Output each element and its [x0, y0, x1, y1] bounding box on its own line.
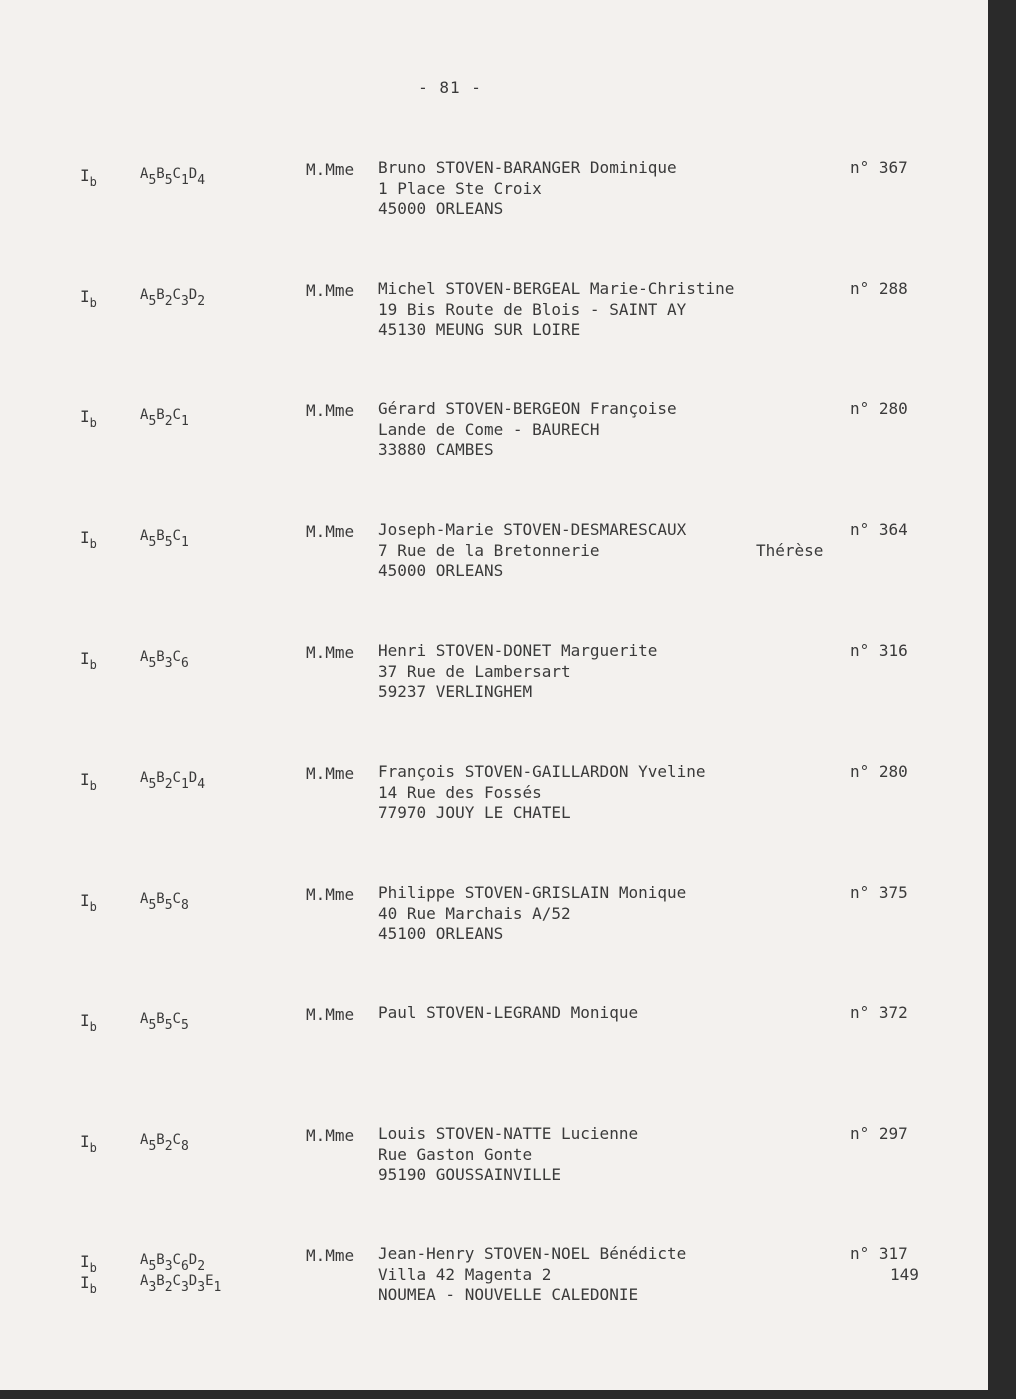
generation-letter: I — [80, 287, 90, 306]
classification-code — [140, 1130, 189, 1157]
generation-label — [80, 1011, 97, 1037]
name-line: Michel STOVEN-BERGEAL Marie-Christine — [378, 279, 735, 298]
civility-title: M.Mme — [306, 522, 355, 541]
code-index: 5 — [180, 1018, 189, 1033]
code-index: 8 — [180, 1139, 189, 1154]
generation-subscript: b — [89, 658, 97, 672]
generation-label — [80, 166, 97, 192]
reference-number: n° 375 — [850, 883, 908, 902]
classification-code — [140, 1271, 221, 1298]
code-letter: B — [156, 287, 165, 303]
address-line: Lande de Come - BAURECH — [378, 419, 600, 439]
civility-title: M.Mme — [306, 1246, 355, 1265]
code-index: 8 — [180, 898, 189, 913]
code-index: 1 — [180, 777, 189, 792]
code-letter: B — [156, 528, 165, 544]
code-index: 3 — [180, 1280, 189, 1295]
code-letter: A — [140, 287, 149, 303]
code-index: 4 — [197, 173, 206, 188]
address-block — [378, 279, 734, 341]
generation-letter: I — [80, 1011, 90, 1030]
code-index: 5 — [148, 656, 157, 671]
generation-subscript: b — [89, 296, 97, 310]
address-block — [378, 762, 706, 824]
classification-code — [140, 285, 205, 312]
address-line: 1 Place Ste Croix — [378, 178, 542, 198]
generation-letter: I — [80, 891, 90, 910]
code-letter: C — [172, 287, 181, 303]
code-index: 5 — [148, 1139, 157, 1154]
second-given-name: Thérèse — [756, 541, 824, 560]
directory-entry — [0, 641, 988, 711]
address-block — [378, 158, 677, 220]
civility-title: M.Mme — [306, 1126, 355, 1145]
generation-label — [80, 770, 97, 796]
classification-code — [140, 768, 205, 795]
name-line: François STOVEN-GAILLARDON Yveline — [378, 762, 706, 781]
classification-code — [140, 526, 189, 553]
civility-title: M.Mme — [306, 643, 355, 662]
code-letter: C — [172, 891, 181, 907]
code-index: 2 — [197, 1259, 206, 1274]
code-letter: B — [156, 891, 165, 907]
address-block — [378, 641, 657, 703]
generation-subscript: b — [89, 1261, 97, 1275]
classification-code — [140, 405, 189, 432]
civility-title: M.Mme — [306, 1005, 355, 1024]
address-line: 45000 ORLEANS — [378, 561, 504, 580]
directory-entry — [0, 1244, 988, 1314]
directory-entry — [0, 762, 988, 832]
name-line: Louis STOVEN-NATTE Lucienne — [378, 1124, 639, 1143]
code-index: 1 — [180, 414, 189, 429]
name-line: Bruno STOVEN-BARANGER Dominique — [378, 158, 677, 177]
generation-subscript: b — [89, 779, 97, 793]
code-letter: E — [205, 1273, 214, 1289]
code-letter: D — [188, 1273, 198, 1289]
generation-label — [80, 1132, 97, 1158]
code-letter: D — [188, 770, 198, 786]
name-line: Joseph-Marie STOVEN-DESMARESCAUX — [378, 520, 687, 539]
code-letter: A — [140, 770, 149, 786]
code-index: 3 — [148, 1280, 157, 1295]
directory-entry — [0, 158, 988, 228]
generation-letter: I — [80, 528, 90, 547]
civility-title: M.Mme — [306, 764, 355, 783]
generation-subscript: b — [89, 900, 97, 914]
code-index: 2 — [164, 777, 173, 792]
address-line: 77970 JOUY LE CHATEL — [378, 803, 571, 822]
code-letter: D — [188, 166, 198, 182]
code-letter: B — [156, 1273, 165, 1289]
address-line: 14 Rue des Fossés — [378, 782, 542, 802]
generation-subscript: b — [89, 175, 97, 189]
reference-number: n° 280 — [850, 399, 908, 418]
classification-code — [140, 164, 205, 191]
code-index: 2 — [164, 1280, 173, 1295]
code-index: 5 — [164, 535, 173, 550]
generation-subscript: b — [89, 1282, 97, 1296]
name-line: Paul STOVEN-LEGRAND Monique — [378, 1003, 639, 1022]
code-letter: B — [156, 407, 165, 423]
civility-title: M.Mme — [306, 885, 355, 904]
code-letter: C — [172, 770, 181, 786]
code-letter: A — [140, 1252, 149, 1268]
code-index: 5 — [148, 294, 157, 309]
generation-letter: I — [80, 166, 90, 185]
code-letter: C — [172, 1252, 181, 1268]
generation-letter: I — [80, 649, 90, 668]
code-index: 5 — [148, 414, 157, 429]
code-index: 5 — [164, 1018, 173, 1033]
generation-subscript: b — [89, 1141, 97, 1155]
address-block — [378, 399, 677, 461]
code-index: 5 — [164, 898, 173, 913]
code-index: 4 — [197, 777, 206, 792]
reference-number: n° 316 — [850, 641, 908, 660]
address-line: 59237 VERLINGHEM — [378, 682, 533, 701]
code-letter: D — [188, 1252, 198, 1268]
code-letter: A — [140, 1011, 149, 1027]
address-block — [378, 1124, 638, 1186]
address-line — [378, 1044, 638, 1065]
reference-number: n° 317 — [850, 1244, 908, 1263]
code-index: 1 — [213, 1280, 222, 1295]
address-block — [378, 520, 686, 582]
address-line: 45100 ORLEANS — [378, 924, 504, 943]
generation-letter: I — [80, 770, 90, 789]
address-line: 40 Rue Marchais A/52 — [378, 903, 571, 923]
generation-label — [80, 287, 97, 313]
code-index: 5 — [148, 777, 157, 792]
directory-entry — [0, 1003, 988, 1073]
code-index: 1 — [180, 173, 189, 188]
address-block — [378, 1003, 638, 1065]
code-letter: B — [156, 1252, 165, 1268]
address-line: 95190 GOUSSAINVILLE — [378, 1165, 562, 1184]
code-letter: C — [172, 1011, 181, 1027]
code-letter: C — [172, 649, 181, 665]
address-line — [378, 1024, 638, 1045]
classification-code — [140, 647, 189, 674]
code-letter: B — [156, 770, 165, 786]
code-letter: C — [172, 528, 181, 544]
address-line: NOUMEA - NOUVELLE CALEDONIE — [378, 1285, 639, 1304]
civility-title: M.Mme — [306, 160, 355, 179]
code-index: 5 — [164, 173, 173, 188]
code-index: 5 — [148, 1259, 157, 1274]
code-letter: A — [140, 649, 149, 665]
code-index: 2 — [164, 414, 173, 429]
generation-subscript: b — [89, 537, 97, 551]
code-letter: C — [172, 1132, 181, 1148]
address-line: 45130 MEUNG SUR LOIRE — [378, 320, 581, 339]
code-letter: C — [172, 1273, 181, 1289]
generation-letter: I — [80, 1273, 90, 1292]
code-letter: B — [156, 649, 165, 665]
directory-entry — [0, 883, 988, 953]
generation-subscript: b — [89, 416, 97, 430]
reference-number-secondary: 149 — [890, 1265, 919, 1284]
reference-number: n° 280 — [850, 762, 908, 781]
address-line: Villa 42 Magenta 2 — [378, 1264, 552, 1284]
generation-label — [80, 891, 97, 917]
code-index: 5 — [148, 1018, 157, 1033]
code-letter: B — [156, 1132, 165, 1148]
code-index: 2 — [197, 294, 206, 309]
code-letter: A — [140, 528, 149, 544]
civility-title: M.Mme — [306, 281, 355, 300]
generation-letter: I — [80, 1252, 90, 1271]
code-letter: D — [188, 287, 198, 303]
code-letter: C — [172, 166, 181, 182]
reference-number: n° 372 — [850, 1003, 908, 1022]
name-line: Jean-Henry STOVEN-NOEL Bénédicte — [378, 1244, 687, 1263]
address-line: 19 Bis Route de Blois - SAINT AY — [378, 299, 687, 319]
page-number: - 81 - — [418, 78, 482, 97]
reference-number: n° 288 — [850, 279, 908, 298]
code-letter: A — [140, 1132, 149, 1148]
address-block — [378, 1244, 686, 1306]
code-index: 6 — [180, 656, 189, 671]
name-line: Henri STOVEN-DONET Marguerite — [378, 641, 658, 660]
address-line: Rue Gaston Gonte — [378, 1144, 533, 1164]
code-index: 3 — [197, 1280, 206, 1295]
code-index: 5 — [148, 898, 157, 913]
code-letter: B — [156, 1011, 165, 1027]
code-letter: A — [140, 407, 149, 423]
classification-code — [140, 1009, 189, 1036]
address-line: 37 Rue de Lambersart — [378, 661, 571, 681]
generation-label — [80, 407, 97, 433]
reference-number: n° 367 — [850, 158, 908, 177]
address-line: 45000 ORLEANS — [378, 199, 504, 218]
reference-number: n° 297 — [850, 1124, 908, 1143]
directory-entry — [0, 279, 988, 349]
generation-subscript: b — [89, 1020, 97, 1034]
code-index: 3 — [164, 656, 173, 671]
classification-code — [140, 889, 189, 916]
name-line: Gérard STOVEN-BERGEON Françoise — [378, 399, 677, 418]
code-letter: C — [172, 407, 181, 423]
code-index: 3 — [164, 1259, 173, 1274]
civility-title: M.Mme — [306, 401, 355, 420]
code-letter: A — [140, 891, 149, 907]
generation-label — [80, 1273, 97, 1299]
reference-number: n° 364 — [850, 520, 908, 539]
code-letter: A — [140, 1273, 149, 1289]
code-index: 3 — [180, 294, 189, 309]
directory-entry — [0, 399, 988, 469]
address-line: 33880 CAMBES — [378, 440, 494, 459]
name-line: Philippe STOVEN-GRISLAIN Monique — [378, 883, 687, 902]
code-index: 6 — [180, 1259, 189, 1274]
code-index: 1 — [180, 535, 189, 550]
generation-letter: I — [80, 407, 90, 426]
code-index: 2 — [164, 1139, 173, 1154]
generation-label — [80, 528, 97, 554]
code-index: 2 — [164, 294, 173, 309]
directory-entry — [0, 1124, 988, 1194]
generation-label — [80, 649, 97, 675]
address-line: 7 Rue de la Bretonnerie — [378, 540, 600, 560]
address-block — [378, 883, 686, 945]
generation-letter: I — [80, 1132, 90, 1151]
code-letter: B — [156, 166, 165, 182]
directory-entry — [0, 520, 988, 590]
code-index: 5 — [148, 535, 157, 550]
code-letter: A — [140, 166, 149, 182]
code-index: 5 — [148, 173, 157, 188]
